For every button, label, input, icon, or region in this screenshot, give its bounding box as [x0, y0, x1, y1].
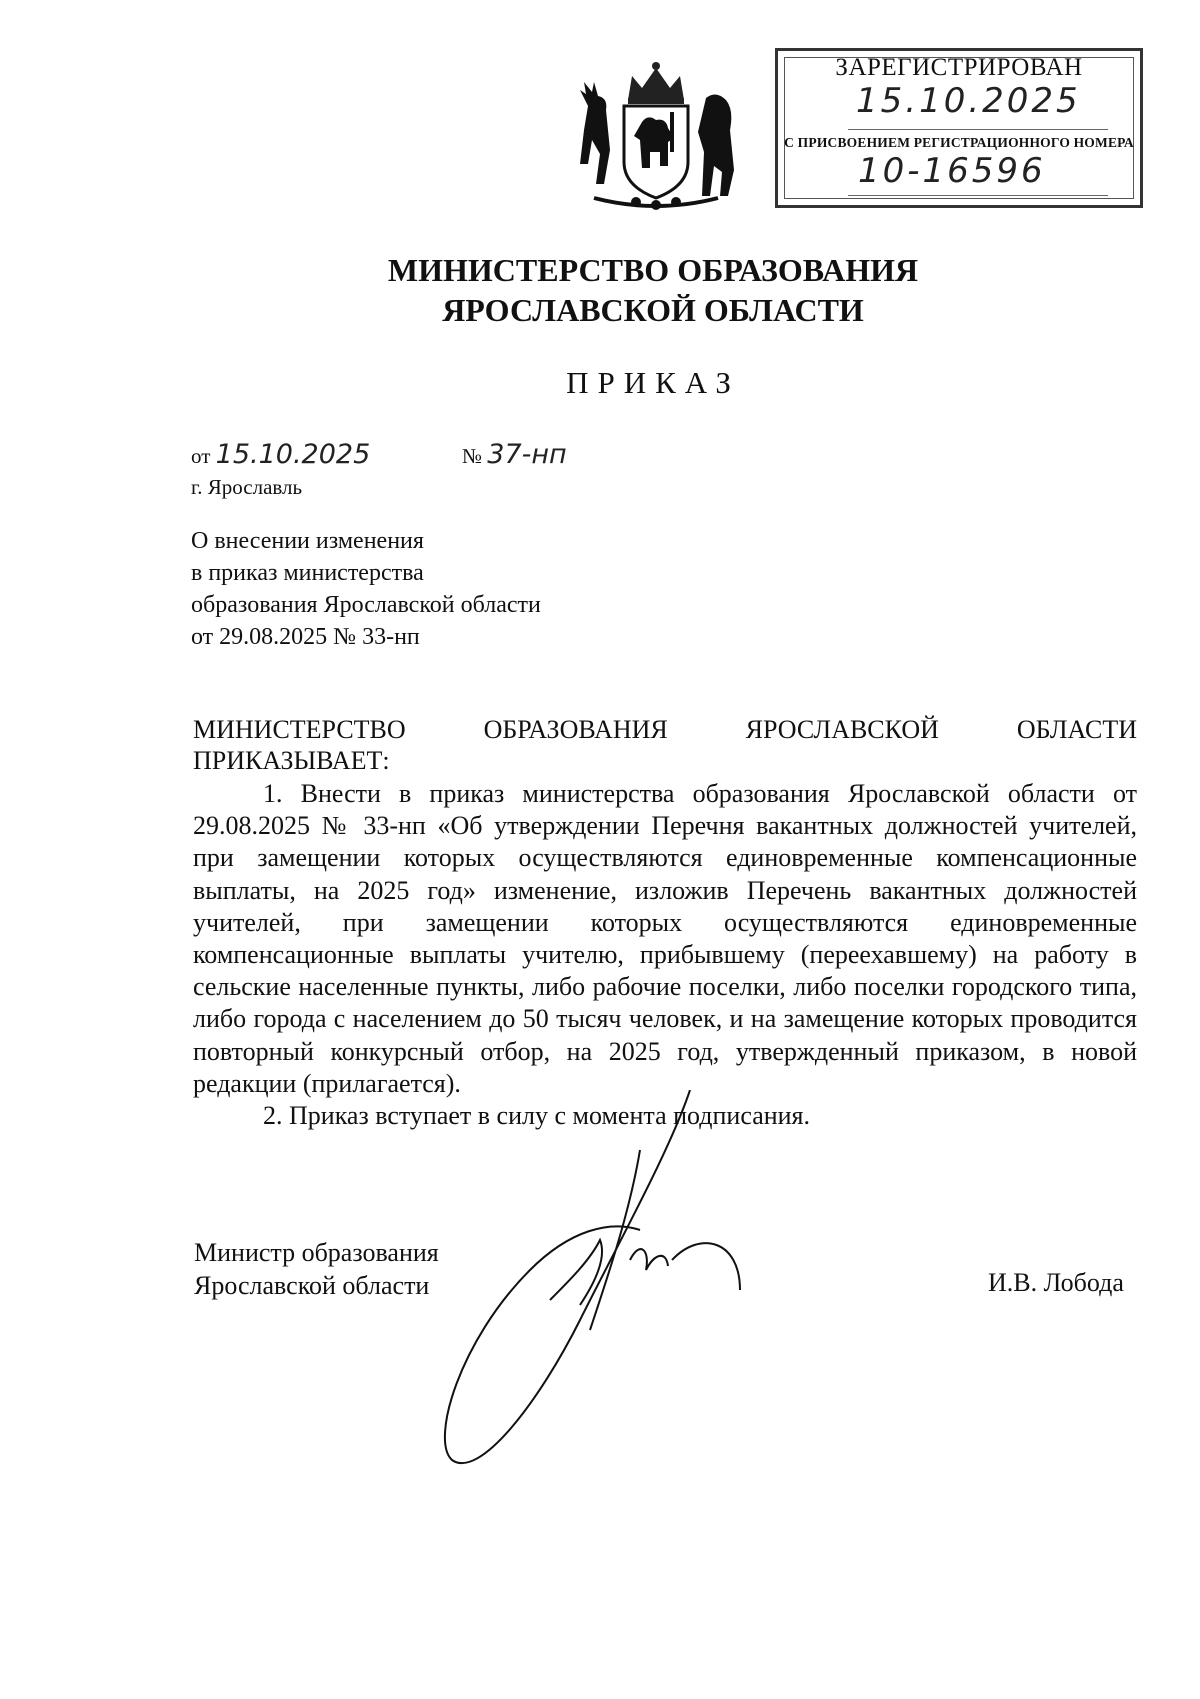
- preamble-line1: МИНИСТЕРСТВО ОБРАЗОВАНИЯ ЯРОСЛАВСКОЙ ОБЛАСТИ: [193, 715, 1137, 744]
- ministry-title: [0, 250, 1200, 330]
- preamble-line2: ПРИКАЗЫВАЕТ:: [193, 746, 390, 775]
- stamp-number-underline: [848, 195, 1108, 196]
- document-type: ПРИКАЗ: [566, 365, 740, 400]
- subject-line: от 29.08.2025 № 33-нп: [191, 624, 420, 650]
- ministry-title-line2: ЯРОСЛАВСКОЙ ОБЛАСТИ: [442, 292, 864, 328]
- handwritten-signature: [440, 1090, 800, 1470]
- ministry-title-line1: МИНИСТЕРСТВО ОБРАЗОВАНИЯ: [387, 252, 919, 288]
- stamp-label: С ПРИСВОЕНИЕМ РЕГИСТРАЦИОННОГО НОМЕРА: [784, 135, 1134, 150]
- order-date: [191, 439, 370, 470]
- order-item-1: 1. Внести в приказ министерства образования Ярославской области от 29.08.2025 № 33-нп «Об утверждении Перечня вакантных должностей учителей, при замещении которых осуществляются единовременные компенсационные выплаты, на 2025 год» изменение, изложив Перечень вакантных должностей учителей, при замещении которых осуществляются единовременные компенсационные выплаты учителю, прибывшему (переехавшему) на работу в сельские населенные пункты, либо рабочие поселки, либо поселки городского типа, либо города с населением до 50 тысяч человек, и на замещение которых проводится повторный конкурсный отбор, на 2025 год, утвержденный приказом, в новой редакции (прилагается).: [193, 779, 1137, 1098]
- coat-of-arms-emblem: [566, 58, 746, 210]
- signatory-title: [194, 1236, 439, 1302]
- order-number: [462, 439, 567, 470]
- stamp-date-handwritten: 15.10.2025: [856, 81, 1081, 121]
- stamp-title: ЗАРЕГИСТРИРОВАН: [835, 54, 1083, 81]
- order-body: [193, 778, 1137, 1132]
- stamp-date-underline: [848, 129, 1108, 130]
- order-date-prefix: от: [191, 444, 211, 468]
- subject-line: О внесении изменения: [191, 528, 424, 554]
- signatory-title-line1: Министр образования: [194, 1238, 439, 1267]
- order-number-handwritten: 37-нп: [487, 439, 567, 470]
- stamp-number-handwritten: 10-16596: [858, 151, 1046, 191]
- order-subject: [191, 525, 541, 653]
- order-city: г. Ярославль: [191, 475, 303, 499]
- subject-line: образования Ярославской области: [191, 592, 541, 618]
- order-number-prefix: №: [462, 444, 483, 468]
- order-item-2: 2. Приказ вступает в силу с момента подписания.: [263, 1101, 811, 1131]
- signatory-title-line2: Ярославской области: [194, 1271, 430, 1300]
- signatory-name: И.В. Лобода: [988, 1268, 1124, 1297]
- subject-line: в приказ министерства: [191, 560, 424, 586]
- registration-stamp: [775, 48, 1143, 208]
- order-date-handwritten: 15.10.2025: [215, 439, 371, 470]
